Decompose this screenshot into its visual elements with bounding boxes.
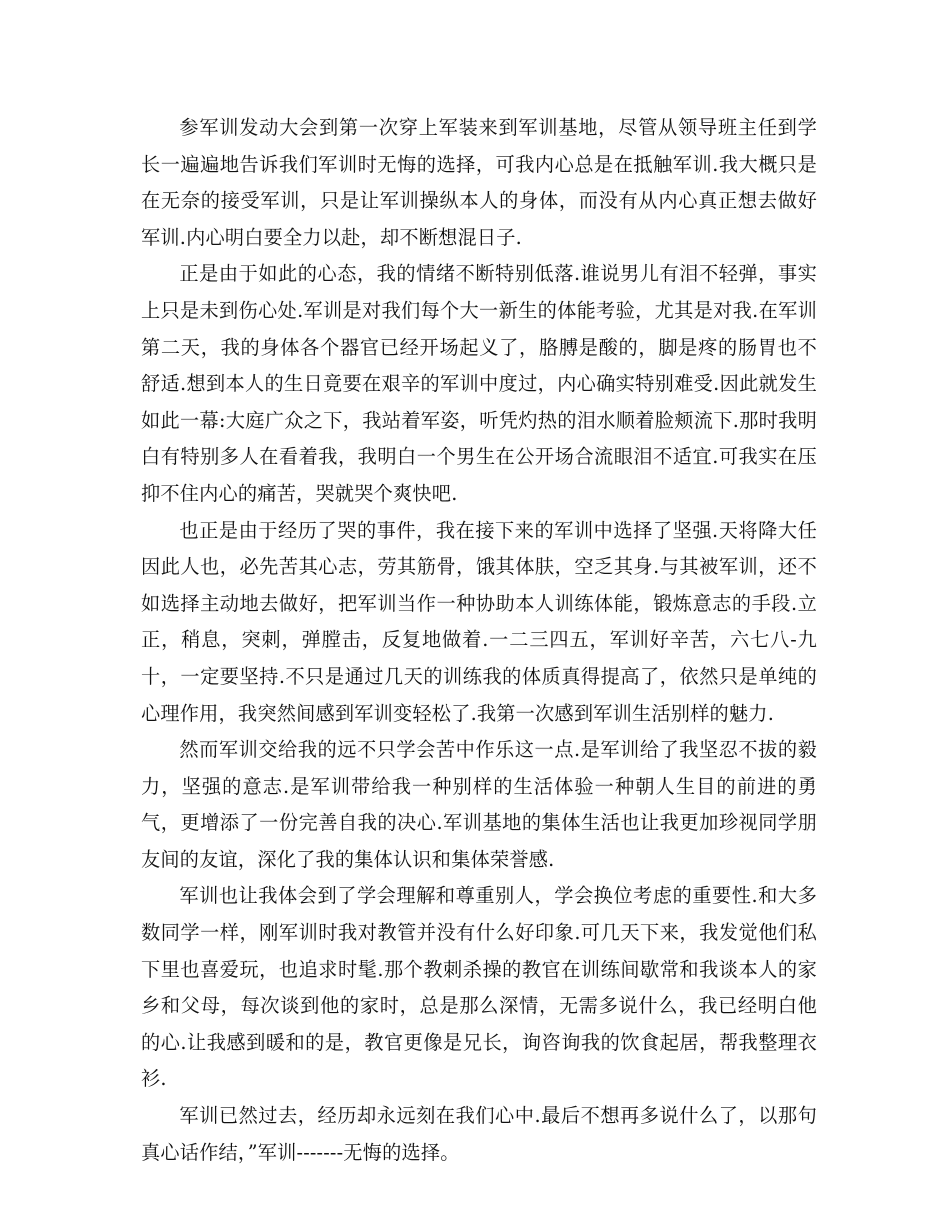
paragraph-4: 然而军训交给我的远不只学会苦中作乐这一点.是军训给了我坚忍不拔的毅力，坚强的意志.是军训带给我一种别样的生活体验一种朝人生目的前进的勇气，更增添了一份完善自我的决心.军训基地的集体生活也让我更加珍视同学朋友间的友谊，深化了我的集体认识和集体荣誉感. (141, 738, 817, 871)
paragraph-2: 正是由于如此的心态，我的情绪不断特别低落.谁说男儿有泪不轻弹，事实上只是未到伤心处.军训是对我们每个大一新生的体能考验，尤其是对我.在军训第二天，我的身体各个器官已经开场起义了，胳膊是酸的，脚是疼的肠胃也不舒适.想到本人的生日竟要在艰辛的军训中度过，内心确实特别难受.因此就发生如此一幕:大庭广众之下，我站着军姿，听凭灼热的泪水顺着脸颊流下.那时我明白有特别多人在看着我，我明白一个男生在公开场合流眼泪不适宜.可我实在压抑不住内心的痛苦，哭就哭个爽快吧. (141, 262, 817, 505)
paragraph-3: 也正是由于经历了哭的事件，我在接下来的军训中选择了坚强.天将降大任因此人也，必先苦其心志，劳其筋骨，饿其体肤，空乏其身.与其被军训，还不如选择主动地去做好，把军训当作一种协助本人训练体能，锻炼意志的手段.立正，稍息，突刺，弹膛击，反复地做着.一二三四五，军训好辛苦，六七八-九十，一定要坚持.不只是通过几天的训练我的体质真得提高了，依然只是单纯的心理作用，我突然间感到军训变轻松了.我第一次感到军训生活别样的魅力. (141, 518, 817, 725)
paragraph-6: 军训已然过去，经历却永远刻在我们心中.最后不想再多说什么了，以那句真心话作结，”军训-------无悔的选择。 (141, 1104, 817, 1164)
document-body (141, 110, 817, 1171)
paragraph-5: 军训也让我体会到了学会理解和尊重别人，学会换位考虑的重要性.和大多数同学一样，刚军训时我对教管并没有什么好印象.可几天下来，我发觉他们私下里也喜爱玩，也追求时髦.那个教刺杀操的教官在训练间歇常和我谈本人的家乡和父母，每次谈到他的家时，总是那么深情，无需多说什么，我已经明白他的心.让我感到暖和的是，教官更像是兄长，询咨询我的饮食起居，帮我整理衣衫. (141, 884, 817, 1091)
paragraph-1: 参军训发动大会到第一次穿上军装来到军训基地，尽管从领导班主任到学长一遍遍地告诉我们军训时无悔的选择，可我内心总是在抵触军训.我大概只是在无奈的接受军训，只是让军训操纵本人的身体，而没有从内心真正想去做好军训.内心明白要全力以赴，却不断想混日子. (141, 116, 817, 249)
